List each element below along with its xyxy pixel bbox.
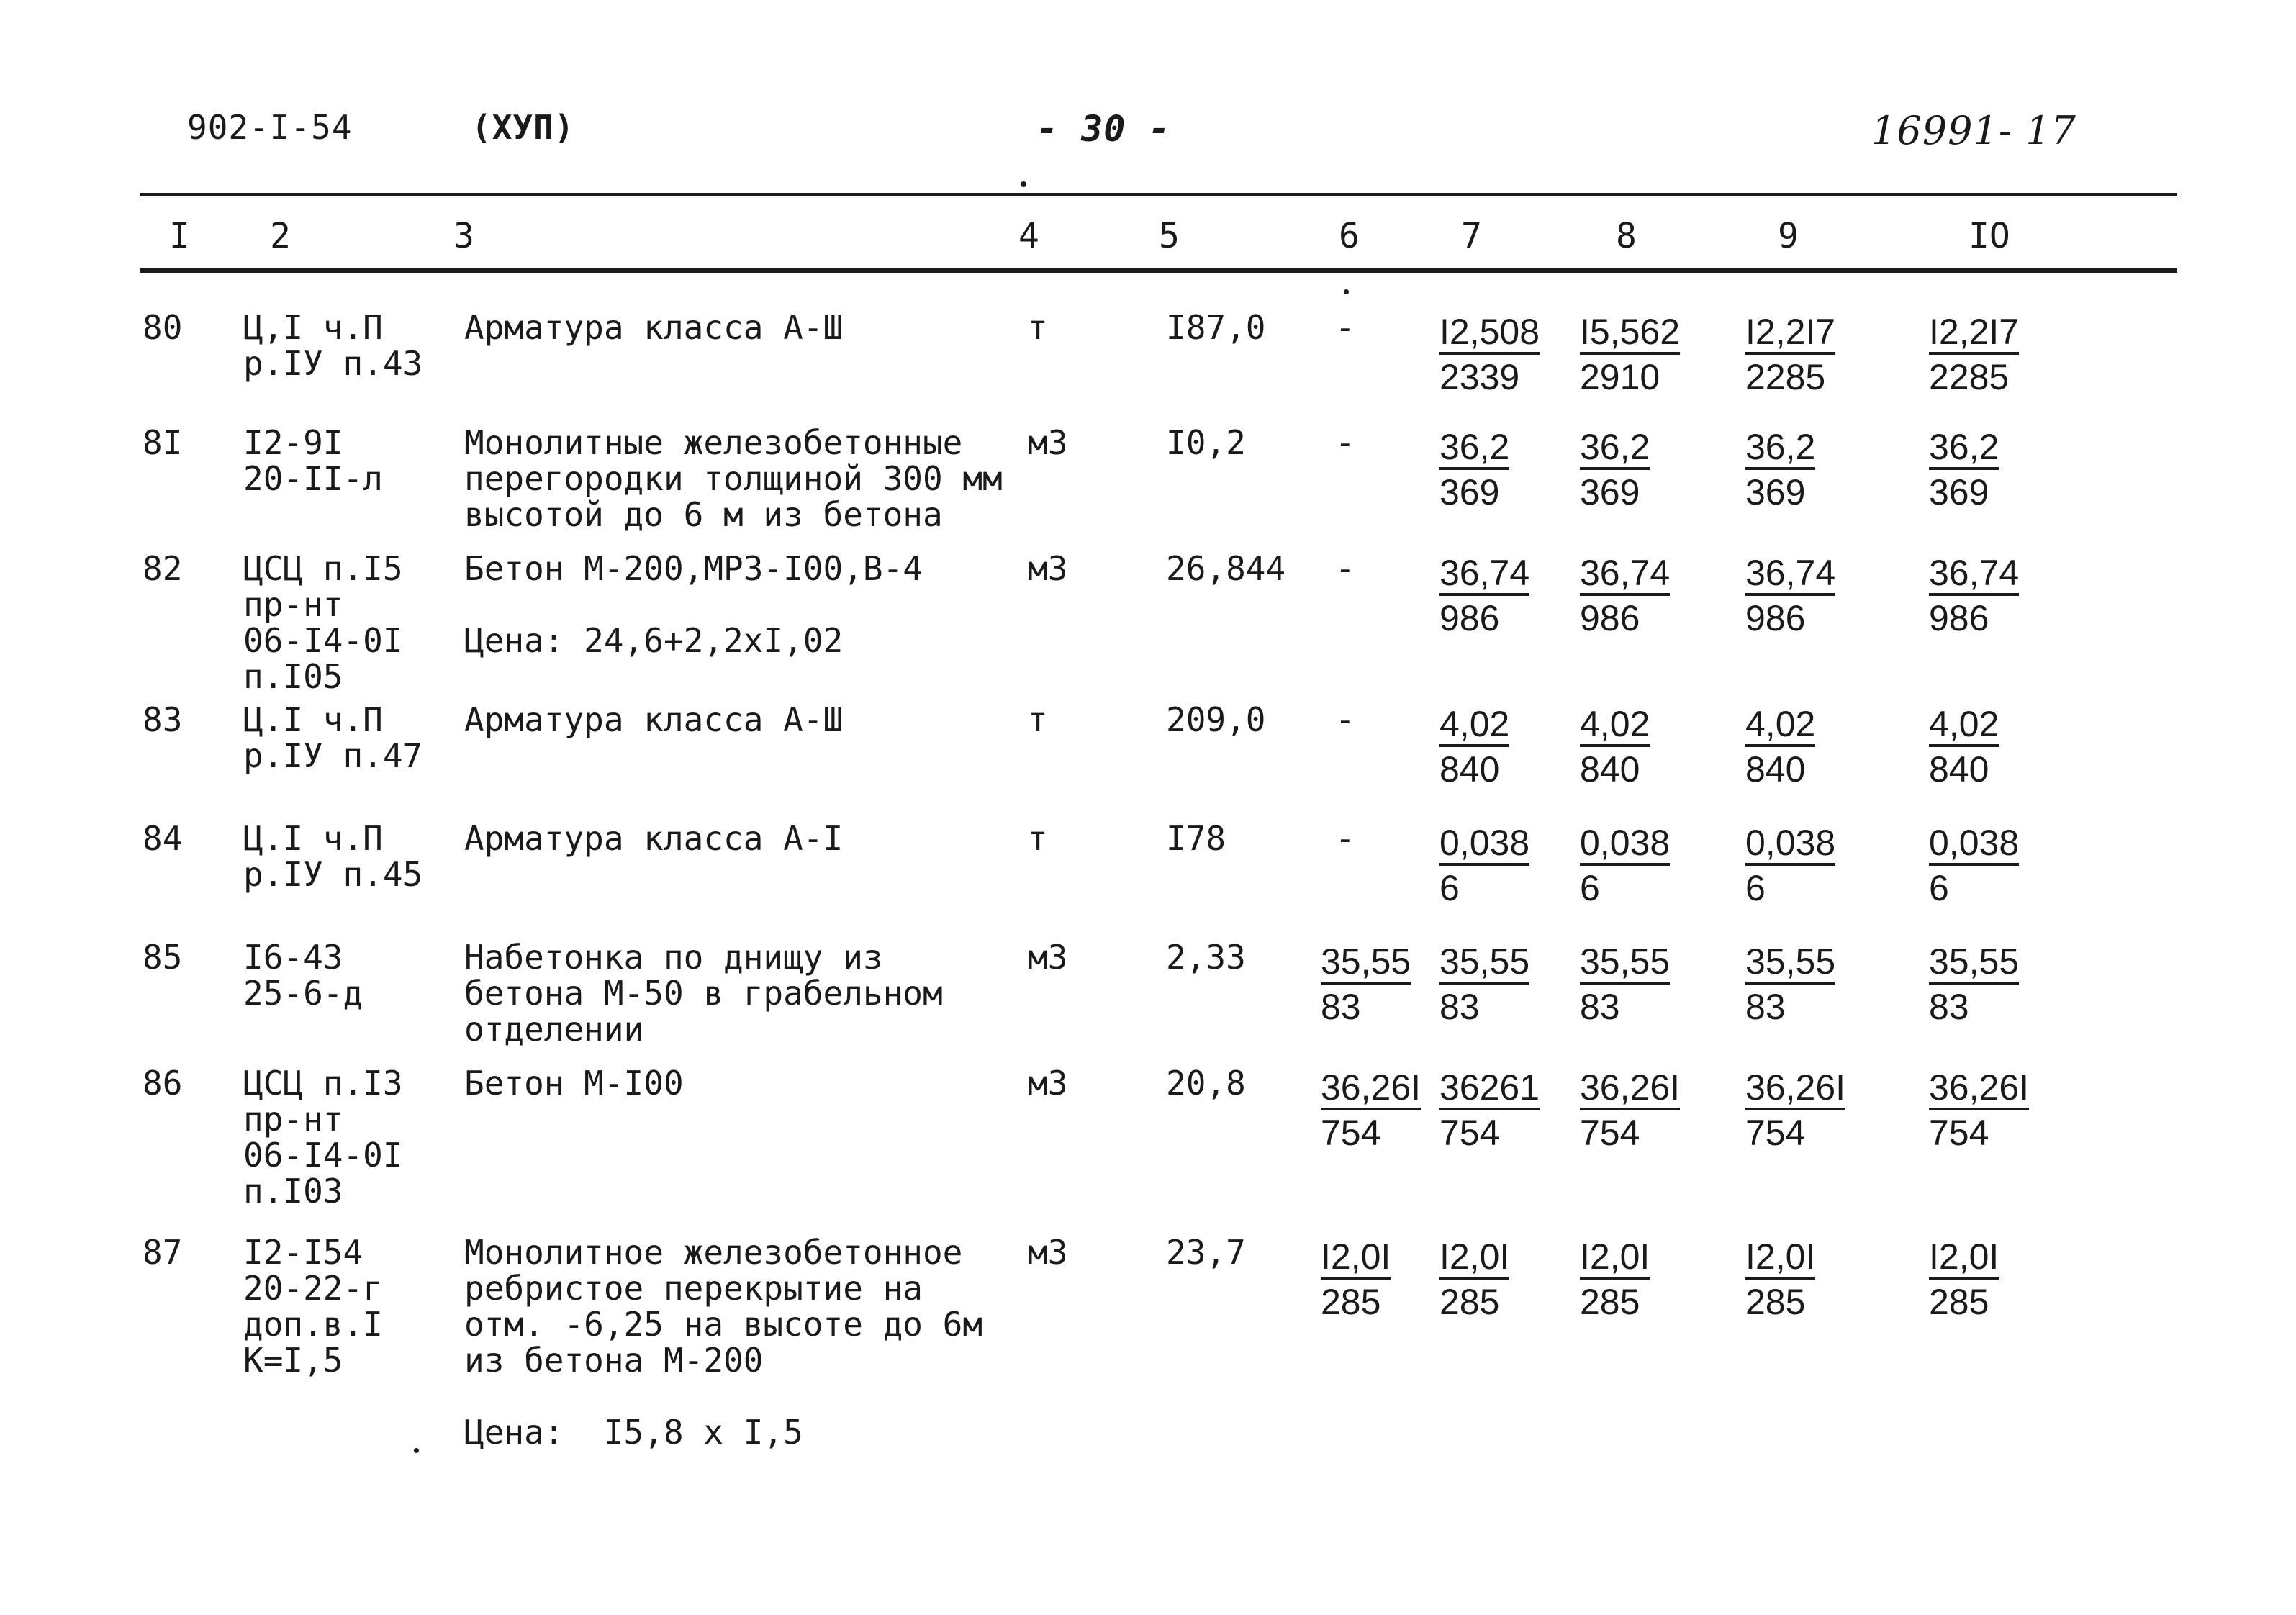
total-cost: 986 xyxy=(1745,598,1806,638)
unit-price: I5,562 xyxy=(1580,312,1680,355)
price-fraction xyxy=(1745,702,1815,792)
unit-price: 35,55 xyxy=(1439,941,1529,985)
price-fraction xyxy=(1745,551,1835,641)
scan-speck xyxy=(1344,289,1349,294)
row-number: 84 xyxy=(143,819,183,858)
total-cost: 369 xyxy=(1745,472,1806,512)
total-cost: 285 xyxy=(1321,1282,1381,1322)
total-cost: 754 xyxy=(1745,1113,1806,1153)
unit-of-measure: м3 xyxy=(1028,1233,1068,1272)
total-cost: 83 xyxy=(1321,987,1361,1027)
unit-price: 36,74 xyxy=(1580,553,1670,596)
unit-price: 36261 xyxy=(1439,1067,1540,1110)
total-cost: 2910 xyxy=(1580,357,1660,397)
total-cost: 6 xyxy=(1745,868,1766,908)
unit-price: 36,74 xyxy=(1439,553,1529,596)
unit-of-measure: м3 xyxy=(1028,1064,1068,1103)
price-fraction xyxy=(1439,1065,1540,1155)
unit-price: 0,038 xyxy=(1580,823,1670,866)
total-cost: 986 xyxy=(1929,598,1989,638)
row-number: 83 xyxy=(143,700,183,739)
project-code: 902-I-54 xyxy=(187,108,353,147)
unit-price: 4,02 xyxy=(1745,704,1815,747)
price-fraction xyxy=(1439,702,1509,792)
row-number: 86 xyxy=(143,1064,183,1103)
price-fraction xyxy=(1929,551,2019,641)
total-cost: 83 xyxy=(1580,987,1620,1027)
price-fraction xyxy=(1745,939,1835,1029)
unit-price: I2,0I xyxy=(1439,1236,1509,1280)
unit-price: 35,55 xyxy=(1321,941,1411,985)
total-cost: 986 xyxy=(1439,598,1500,638)
unit-price: 4,02 xyxy=(1580,704,1650,747)
document-number: 16991- 17 xyxy=(1871,108,2076,153)
total-cost: 369 xyxy=(1929,472,1989,512)
total-cost: 6 xyxy=(1580,868,1600,908)
row-number: 85 xyxy=(143,938,183,977)
price-fraction xyxy=(1745,1065,1845,1155)
row-number: 8I xyxy=(143,423,183,462)
price-fraction xyxy=(1439,939,1529,1029)
column-number: 7 xyxy=(1461,216,1482,256)
total-cost: 754 xyxy=(1929,1113,1989,1153)
column-number: 2 xyxy=(270,216,291,256)
total-cost: 754 xyxy=(1580,1113,1640,1153)
empty-value-dash: - xyxy=(1335,819,1355,858)
empty-value-dash: - xyxy=(1335,423,1355,462)
column-number: 6 xyxy=(1339,216,1360,256)
norm-reference: Ц.I ч.П р.IУ п.45 xyxy=(243,819,423,894)
total-cost: 986 xyxy=(1580,598,1640,638)
price-fraction xyxy=(1580,702,1650,792)
unit-price: 36,26I xyxy=(1745,1067,1845,1110)
scan-speck xyxy=(414,1448,419,1453)
quantity: 23,7 xyxy=(1166,1233,1246,1272)
total-cost: 83 xyxy=(1745,987,1786,1027)
quantity: I78 xyxy=(1166,819,1226,858)
unit-of-measure: м3 xyxy=(1028,549,1068,588)
scan-speck xyxy=(1021,181,1026,187)
work-description: Бетон М-200,МРЗ-I00,В-4 Цена: 24,6+2,2хI,02 xyxy=(464,549,923,660)
work-description: Монолитные железобетонные перегородки толщиной 300 мм высотой до 6 м из бетона xyxy=(464,423,1003,534)
total-cost: 285 xyxy=(1439,1282,1500,1322)
empty-value-dash: - xyxy=(1335,308,1355,347)
work-description: Набетонка по днищу из бетона М-50 в грабельном отделении xyxy=(464,938,943,1049)
unit-price: 36,2 xyxy=(1929,427,1999,470)
unit-price: 36,74 xyxy=(1929,553,2019,596)
unit-price: 36,2 xyxy=(1745,427,1815,470)
price-fraction xyxy=(1929,1234,1999,1324)
empty-value-dash: - xyxy=(1335,549,1355,588)
norm-reference: I2-9I 20-II-л xyxy=(243,423,383,498)
unit-price: I2,0I xyxy=(1580,1236,1650,1280)
price-fraction xyxy=(1580,939,1670,1029)
unit-price: I2,0I xyxy=(1321,1236,1391,1280)
price-fraction xyxy=(1745,1234,1815,1324)
total-cost: 369 xyxy=(1439,472,1500,512)
total-cost: 2285 xyxy=(1745,357,1826,397)
unit-price: I2,0I xyxy=(1929,1236,1999,1280)
column-number: 3 xyxy=(453,216,474,256)
total-cost: 2339 xyxy=(1439,357,1520,397)
unit-of-measure: м3 xyxy=(1028,423,1068,462)
total-cost: 285 xyxy=(1745,1282,1806,1322)
price-fraction xyxy=(1580,1234,1650,1324)
unit-price: I2,508 xyxy=(1439,312,1540,355)
total-cost: 285 xyxy=(1929,1282,1989,1322)
unit-of-measure: т xyxy=(1028,819,1048,858)
top-rule xyxy=(140,193,2177,196)
price-fraction xyxy=(1321,939,1411,1029)
norm-reference: Ц.I ч.П р.IУ п.47 xyxy=(243,700,423,775)
price-fraction xyxy=(1745,820,1835,910)
column-number: 5 xyxy=(1159,216,1180,256)
work-description: Бетон М-I00 xyxy=(464,1064,684,1103)
section-number: (ХУП) xyxy=(471,108,575,147)
total-cost: 840 xyxy=(1929,749,1989,790)
row-number: 80 xyxy=(143,308,183,347)
column-number: 8 xyxy=(1616,216,1637,256)
unit-of-measure: т xyxy=(1028,308,1048,347)
unit-price: 0,038 xyxy=(1929,823,2019,866)
total-cost: 840 xyxy=(1745,749,1806,790)
unit-price: 0,038 xyxy=(1745,823,1835,866)
unit-price: I2,2I7 xyxy=(1929,312,2019,355)
quantity: 20,8 xyxy=(1166,1064,1246,1103)
price-fraction xyxy=(1321,1234,1391,1324)
total-cost: 2285 xyxy=(1929,357,2010,397)
column-number: I xyxy=(169,216,190,256)
norm-reference: ЦСЦ п.I5 пр-нт 06-I4-0I п.I05 xyxy=(243,549,403,696)
unit-price: 35,55 xyxy=(1929,941,2019,985)
quantity: I87,0 xyxy=(1166,308,1266,347)
unit-price: 35,55 xyxy=(1580,941,1670,985)
price-fraction xyxy=(1321,1065,1421,1155)
price-fraction xyxy=(1439,551,1529,641)
price-fraction xyxy=(1929,820,2019,910)
total-cost: 83 xyxy=(1929,987,1969,1027)
price-fraction xyxy=(1439,1234,1509,1324)
price-fraction xyxy=(1580,820,1670,910)
norm-reference: ЦСЦ п.I3 пр-нт 06-I4-0I п.I03 xyxy=(243,1064,403,1211)
unit-price: 36,26I xyxy=(1580,1067,1680,1110)
total-cost: 6 xyxy=(1929,868,1949,908)
quantity: 2,33 xyxy=(1166,938,1246,977)
row-number: 87 xyxy=(143,1233,183,1272)
price-fraction xyxy=(1439,309,1540,399)
quantity: 209,0 xyxy=(1166,700,1266,739)
unit-price: 36,74 xyxy=(1745,553,1835,596)
unit-price: I2,0I xyxy=(1745,1236,1815,1280)
work-description: Арматура класса А-Ш xyxy=(464,700,844,739)
work-description: Арматура класса А-Ш xyxy=(464,308,844,347)
quantity: 26,844 xyxy=(1166,549,1286,588)
price-fraction xyxy=(1580,551,1670,641)
work-description: Монолитное железобетонное ребристое перекрытие на отм. -6,25 на высоте до 6м из бетона М-200 Цена: I5,8 х I,5 xyxy=(464,1233,983,1452)
price-fraction xyxy=(1929,1065,2029,1155)
unit-of-measure: м3 xyxy=(1028,938,1068,977)
price-fraction xyxy=(1929,309,2019,399)
total-cost: 754 xyxy=(1321,1113,1381,1153)
unit-price: 0,038 xyxy=(1439,823,1529,866)
header-rule xyxy=(140,268,2177,273)
empty-value-dash: - xyxy=(1335,700,1355,739)
norm-reference: I2-I54 20-22-г доп.в.I К=I,5 xyxy=(243,1233,383,1380)
price-fraction xyxy=(1580,425,1650,515)
unit-price: 36,26I xyxy=(1929,1067,2029,1110)
norm-reference: Ц,I ч.П р.IУ п.43 xyxy=(243,308,423,383)
work-description: Арматура класса А-I xyxy=(464,819,844,858)
total-cost: 6 xyxy=(1439,868,1460,908)
price-fraction xyxy=(1745,425,1815,515)
unit-of-measure: т xyxy=(1028,700,1048,739)
column-number: 9 xyxy=(1778,216,1799,256)
price-fraction xyxy=(1929,939,2019,1029)
unit-price: 36,26I xyxy=(1321,1067,1421,1110)
total-cost: 285 xyxy=(1580,1282,1640,1322)
total-cost: 754 xyxy=(1439,1113,1500,1153)
total-cost: 840 xyxy=(1580,749,1640,790)
total-cost: 840 xyxy=(1439,749,1500,790)
unit-price: I2,2I7 xyxy=(1745,312,1835,355)
column-number: IO xyxy=(1969,216,2010,256)
price-fraction xyxy=(1745,309,1835,399)
norm-reference: I6-43 25-6-д xyxy=(243,938,363,1013)
quantity: I0,2 xyxy=(1166,423,1246,462)
price-fraction xyxy=(1580,309,1680,399)
unit-price: 36,2 xyxy=(1580,427,1650,470)
price-fraction xyxy=(1929,425,1999,515)
price-fraction xyxy=(1439,820,1529,910)
price-fraction xyxy=(1439,425,1509,515)
row-number: 82 xyxy=(143,549,183,588)
unit-price: 35,55 xyxy=(1745,941,1835,985)
unit-price: 36,2 xyxy=(1439,427,1509,470)
total-cost: 369 xyxy=(1580,472,1640,512)
column-number: 4 xyxy=(1018,216,1039,256)
total-cost: 83 xyxy=(1439,987,1480,1027)
price-fraction xyxy=(1929,702,1999,792)
unit-price: 4,02 xyxy=(1929,704,1999,747)
page-number: - 30 - xyxy=(1036,108,1171,150)
price-fraction xyxy=(1580,1065,1680,1155)
unit-price: 4,02 xyxy=(1439,704,1509,747)
